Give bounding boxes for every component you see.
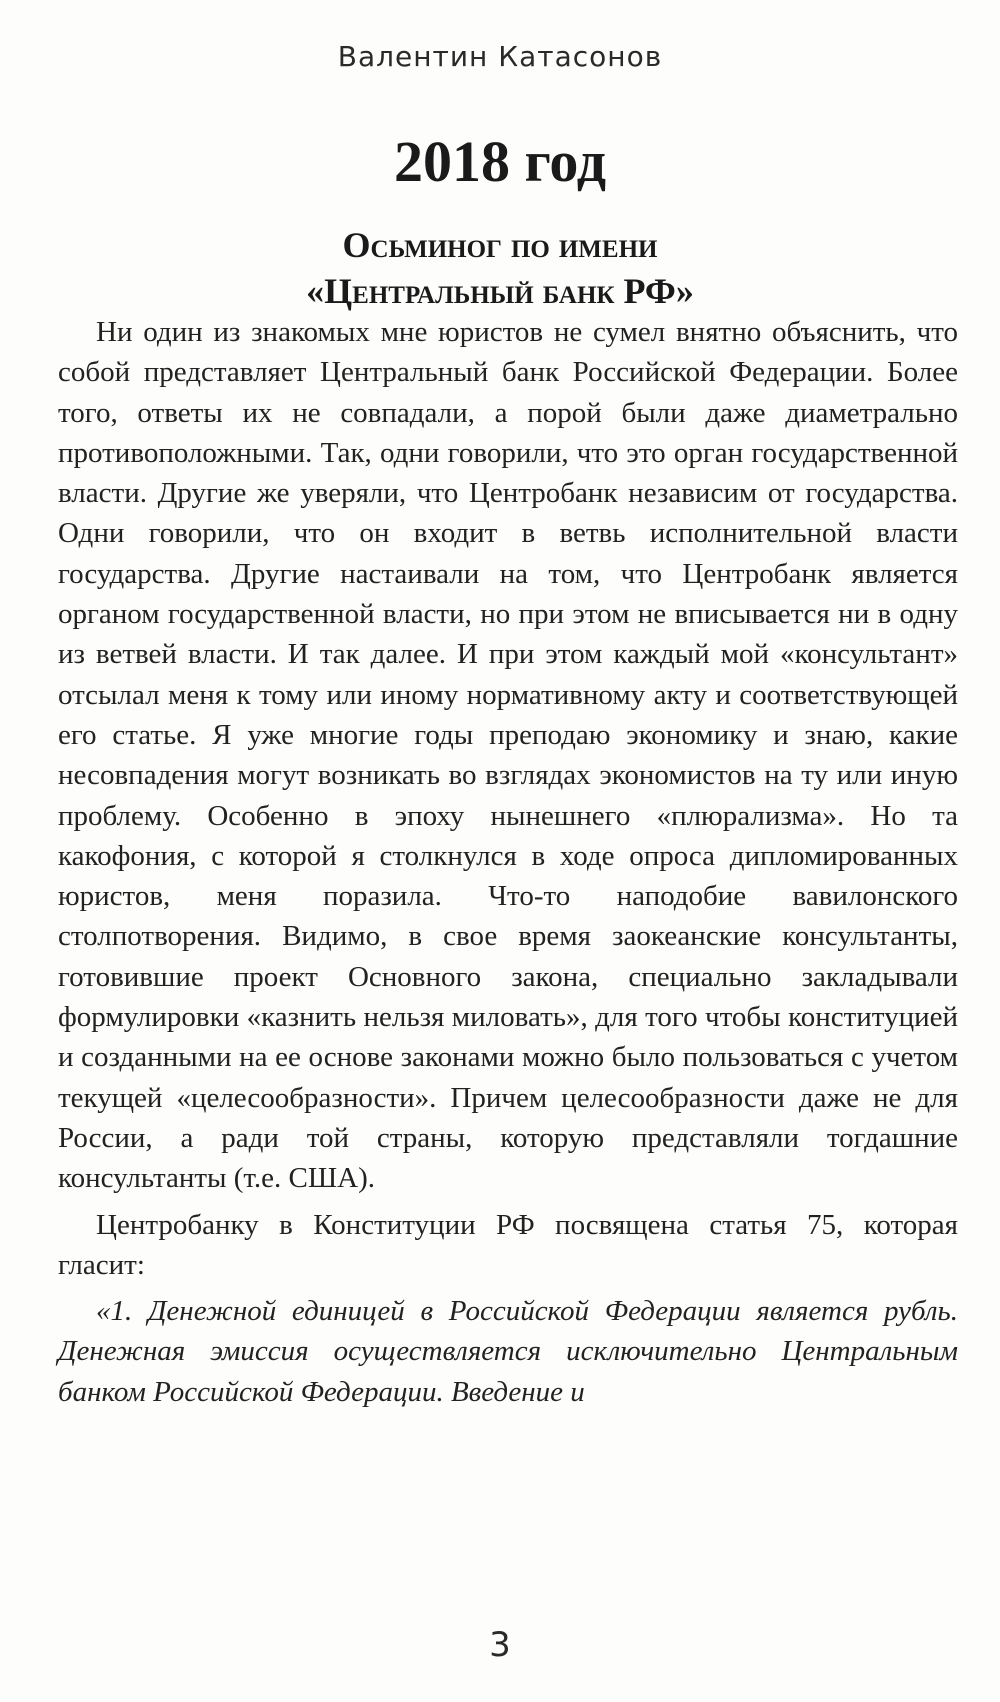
body-paragraph-1: Ни один из знакомых мне юристов не сумел внятно объяснить, что собой представляет Центральный банк Российской Федерации. Более того, ответы их не совпадали, а порой были даже диаметрально противоположными. Так, одни говорили, что это орган государственной власти. Другие же уверяли, что Центробанк независим от государства. Одни говорили, что он входит в ветвь исполнительной власти государства. Другие настаивали на том, что Центробанк является органом государственной власти, но при этом не вписывается ни в одну из ветвей власти. И так далее. И при этом каждый мой «консультант» отсылал меня к тому или иному нормативному акту и соответствующей его статье. Я уже многие годы преподаю экономику и знаю, какие несовпадения могут возникать во взглядах экономистов на ту или иную проблему. Особенно в эпоху нынешнего «плюрализма». Но та какофония, с которой я столкнулся в ходе опроса дипломированных юристов, меня поразила. Что-то наподобие вавилонского столпотворения. Видимо, в свое время заокеанские консультанты, готовившие проект Основного закона, специально закладывали формулировки «казнить нельзя миловать», для того чтобы конституцией и созданными на ее основе законами можно было пользоваться с учетом текущей «целесообразности». Причем целесообразности даже не для России, а ради той страны, которую представляли тогдашние консультанты (т.е. США). xyxy=(58,316,958,1195)
article-title-line-1: Осьминог по имени xyxy=(342,225,658,265)
article-title-line-2: «Центральный банк РФ» xyxy=(306,271,694,311)
page-number: 3 xyxy=(489,1625,511,1665)
running-head-author: Валентин Катасонов xyxy=(337,40,663,73)
body-paragraph-2: Центробанку в Конституции РФ посвящена статья 75, которая гласит: xyxy=(58,1208,958,1281)
constitution-quote: «1. Денежной единицей в Российской Федерации является рубль. Денежная эмиссия осуществляется исключительно Центральным банком Российской Федерации. Введение и xyxy=(58,1295,958,1408)
article-body xyxy=(58,312,958,1412)
article-title xyxy=(0,222,1000,314)
section-year-title: 2018 год xyxy=(393,129,607,194)
